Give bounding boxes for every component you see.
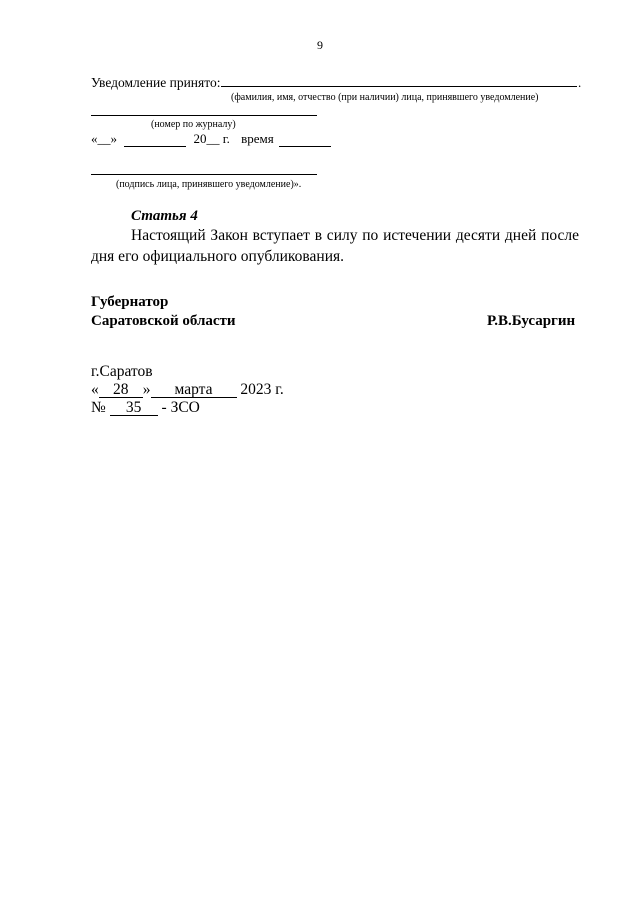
- date-year: 20__ г.: [193, 131, 230, 146]
- notice-name-line: [221, 86, 577, 87]
- date-day-placeholder: «__»: [91, 131, 117, 146]
- time-label: время: [241, 131, 274, 146]
- signature-title-line1: Губернатор: [91, 294, 169, 310]
- date-quote-close: »: [142, 381, 151, 398]
- caption-name: (фамилия, имя, отчество (при наличии) лица, принявшего уведомление): [231, 92, 539, 103]
- journal-line: [91, 115, 317, 116]
- number-sign: №: [91, 399, 106, 416]
- signature-title-line2: Саратовской области: [91, 313, 236, 329]
- notice-end-mark: .: [578, 75, 582, 90]
- footer-number: 35: [110, 400, 158, 416]
- date-quote-open: «: [91, 381, 99, 398]
- footer-month: марта: [151, 382, 237, 398]
- signature-line: [91, 174, 317, 175]
- date-month-line: [124, 131, 186, 147]
- page-number: 9: [317, 38, 323, 52]
- footer-year: 2023 г.: [240, 381, 284, 398]
- footer-day: 28: [99, 382, 143, 398]
- article-text: Настоящий Закон вступает в силу по истечении десяти дней после дня его официального опубликования.: [91, 227, 579, 265]
- article-heading: Статья 4: [131, 208, 198, 224]
- footer-number-row: [91, 399, 200, 417]
- footer-city: г.Саратов: [91, 363, 153, 380]
- footer-date-row: [91, 381, 284, 399]
- signature-name: Р.В.Бусаргин: [487, 313, 576, 329]
- notice-label: Уведомление принято:: [91, 75, 221, 90]
- caption-journal: (номер по журналу): [151, 119, 236, 130]
- number-suffix: - ЗСО: [161, 399, 200, 416]
- caption-signature: (подпись лица, принявшего уведомление)».: [116, 179, 302, 190]
- notice-date-row: [91, 131, 331, 147]
- time-line: [279, 131, 331, 147]
